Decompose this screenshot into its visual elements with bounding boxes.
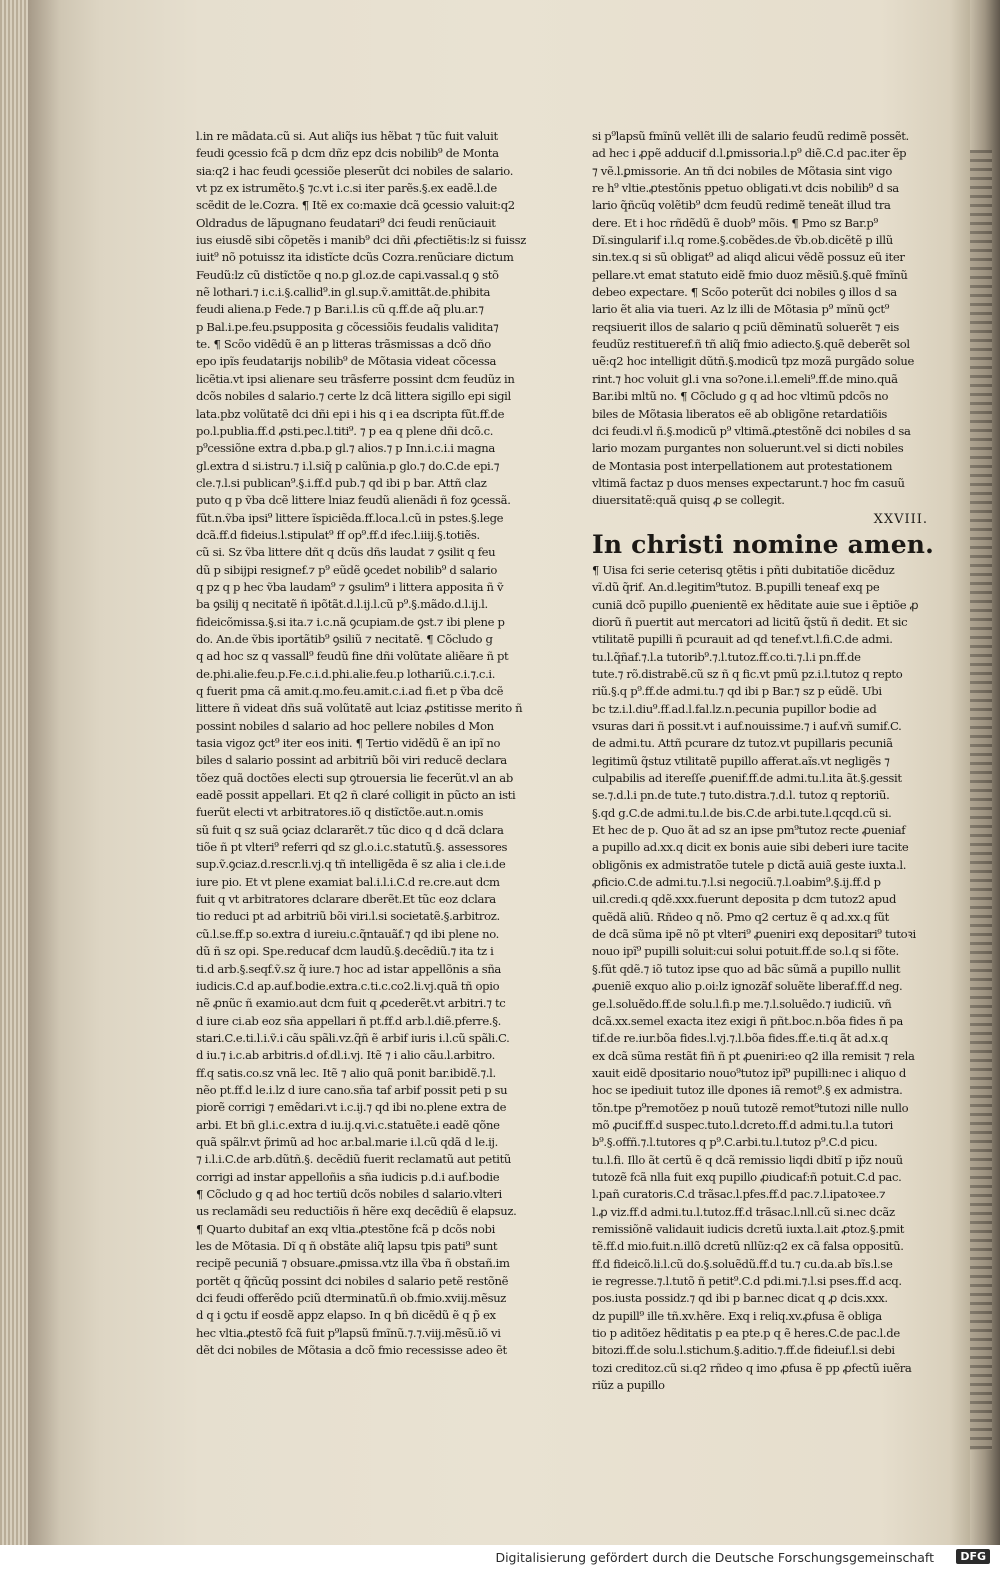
text-line: iure pio. Et vt plene examiat bal.i.l.i.C.d re.cre.aut dcm bbox=[196, 874, 500, 889]
text-line: §.fũt qdẽ.⁊ iõ tutoz ipse quo ad bãc sũmã a pupillo nullit bbox=[592, 961, 901, 976]
text-line: debeo expectare. ¶ Scõo poterũt dci nobiles ꝯ illos d sa bbox=[592, 285, 897, 300]
text-line: p Bal.i.pe.feu.psupposita g cõcessiõis feudalis validita⁊ bbox=[196, 319, 499, 334]
folio-number: XXVIII. bbox=[873, 511, 928, 527]
text-line: dcã.ff.d fideius.l.stipulat⁹ ff op⁹.ff.d ifec.l.iiij.§.totiẽs. bbox=[196, 527, 480, 542]
text-line: l.ꝓ viz.ff.d admi.tu.l.tutoz.ff.d trãsac.l.nll.cũ si.nec dcãz bbox=[592, 1204, 895, 1219]
text-line: fuerũt electi vt arbitratores.iõ q distĩctõe.aut.n.omis bbox=[196, 805, 484, 820]
text-line: vtilitatẽ pupilli ñ pcurauit ad qd tenef.vt.l.fi.C.de admi. bbox=[592, 632, 893, 647]
text-line: reqsiuerit illos de salario q pciũ dẽminatũ soluerẽt ⁊ eis bbox=[592, 319, 899, 334]
text-line: re h⁹ vltie.ꝓtestõnis ppetuo obligati.vt dcis nobilib⁹ d sa bbox=[592, 181, 899, 196]
text-line: a pupillo ad.xx.q dicit ex bonis auie sibi deberi iure tacite bbox=[592, 840, 909, 855]
text-line: tõn.tpe p⁹remotõez p nouũ tutozẽ remot⁹tutozi nille nullo bbox=[592, 1100, 909, 1115]
left-text-column bbox=[196, 128, 536, 1359]
text-line: ff.q satis.co.sz vnã lec. Itẽ ⁊ alio quã ponit bar.ibidẽ.⁊.l. bbox=[196, 1065, 496, 1080]
text-line: iudicis.C.d ap.auf.bodie.extra.c.ti.c.co2.li.vj.quã tñ opio bbox=[196, 978, 500, 993]
text-line: diuersitatẽ:quã quisq ꝓ se collegit. bbox=[592, 493, 785, 508]
text-line: q ad hoc sz q vassall⁹ feudũ fine dñi volũtate aliẽare ñ pt bbox=[196, 649, 509, 664]
text-line: obligõnis ex admistratõe tutele p dictã auiã geste iuxta.l. bbox=[592, 857, 907, 872]
text-line: tozi creditoz.cũ si.q2 rñdeo q imo ꝓfusa ẽ pp ꝓfectũ iuẽra bbox=[592, 1360, 912, 1375]
text-line: tõez quã doctões electi sup ꝯtrouersia lie fecerũt.vl an ab bbox=[196, 770, 513, 785]
text-line: portẽt q q̃ñcũq possint dci nobiles d salario petẽ restõnẽ bbox=[196, 1273, 509, 1288]
right-text-column bbox=[592, 128, 934, 1394]
text-line: nẽo pt.ff.d le.i.lz d iure cano.sña taf arbif possit peti p su bbox=[196, 1082, 508, 1097]
text-line: dũ p sibijpi resignef.⁊ p⁹ eũdẽ ꝯcedet nobilib⁹ d salario bbox=[196, 562, 498, 577]
text-line: Feudũ:lz cũ distĩctõe q no.p gl.oz.de capi.vassal.q ꝯ stõ bbox=[196, 267, 499, 282]
text-line: feudi aliena.p Fede.⁊ p Bar.i.l.is cũ q.ff.de aq̃ plu.ar.⁊ bbox=[196, 302, 484, 317]
text-line: rint.⁊ hoc voluit gl.i vna so?one.i.l.emeli⁹.ff.de mino.quã bbox=[592, 371, 898, 386]
text-line: sia:q2 i hac feudi ꝯcessiõe pleserũt dci nobiles de salario. bbox=[196, 163, 514, 178]
text-line: ius eiusdẽ sibi cõpetẽs i manib⁹ dci dñi ꝓfectiẽtis:lz si fuissz bbox=[196, 233, 526, 248]
text-line: culpabilis ad itereſſe ꝓuenif.ff.de admi.tu.l.ita ãt.§.gessit bbox=[592, 771, 902, 786]
text-line: de admi.tu. Attñ pcurare dz tutoz.vt pupillaris pecuniã bbox=[592, 736, 893, 751]
text-line: sin.tex.q si sũ obligat⁹ ad aliqd alicui vẽdẽ possuz eũ iter bbox=[592, 250, 905, 265]
text-line: Et hec de p. Quo ãt ad sz an ipse pm⁹tutoz recte ꝓueniaf bbox=[592, 823, 906, 838]
text-line: q pz q p hec ṽba laudam⁹ ⁊ ꝯsulim⁹ i littera apposita ñ ṽ bbox=[196, 579, 504, 594]
text-line: feudi ꝯcessio fcã p dcm dñz epz dcis nobilib⁹ de Monta bbox=[196, 146, 499, 161]
text-line: les de Mõtasia. Dĩ q ñ obstãte aliq̃ lapsu tpis pati⁹ sunt bbox=[196, 1239, 498, 1253]
text-line: legitimũ q̃stuz vtilitatẽ pupillo afferat.aĩs.vt negligẽs ⁊ bbox=[592, 753, 890, 768]
text-line: p⁹cessiõne extra d.pba.p gl.⁊ alios.⁊ p Inn.i.c.i.i magna bbox=[196, 441, 495, 456]
text-line: vĩ.dũ q̃rif. An.d.legitim⁹tutoz. B.pupilli teneaf exq pe bbox=[592, 580, 880, 595]
text-line: l.pañ curatoris.C.d trãsac.l.pfes.ff.d pac.⁊.l.ipatoꝛee.⁊ bbox=[592, 1187, 886, 1202]
text-line: Dĩ.singularif i.l.q rome.§.cobẽdes.de ṽb.ob.dicẽtẽ p illũ bbox=[592, 233, 893, 248]
text-line: feudũz restitueref.ñ tñ aliq̃ fmio adiecto.§.quẽ deberẽt sol bbox=[592, 337, 910, 352]
text-line: lario ẽt alia via tueri. Az lz illi de Mõtasia p⁹ mĩnũ ꝯct⁹ bbox=[592, 302, 889, 317]
text-line: littere ñ videat dñs suã volũtatẽ aut lciaz ꝓstitisse merito ñ bbox=[196, 701, 523, 716]
digitization-footer bbox=[0, 1545, 1000, 1570]
text-line: nẽ lothari.⁊ i.c.i.§.callid⁹.in gl.sup.ṽ.amittãt.de.phibita bbox=[196, 285, 491, 300]
text-line: piorẽ corrigi ⁊ emẽdari.vt i.c.ij.⁊ qd ibi no.plene extra de bbox=[196, 1100, 507, 1115]
text-line: cle.⁊.l.si publican⁹.§.i.ff.d pub.⁊ qd ibi p bar. Attñ claz bbox=[196, 475, 487, 490]
footer-credit: Digitalisierung gefördert durch die Deutsche Forschungsgemeinschaft bbox=[495, 1550, 934, 1565]
text-line: tif.de re.iur.bõa fides.l.vj.⁊.l.bõa fides.ff.e.ti.q ãt ad.x.q bbox=[592, 1031, 888, 1046]
section-heading-row bbox=[592, 511, 934, 528]
text-line: quẽdã aliũ. Rñdeo q nõ. Pmo q2 certuz ẽ q ad.xx.q fũt bbox=[592, 909, 889, 924]
text-line: dci feudi.vl ñ.§.modicũ p⁹ vltimã.ꝓtestõnẽ dci nobiles d sa bbox=[592, 423, 911, 438]
text-line: hoc se ipediuit tutoz ille dpones iã remot⁹.§ ex admistra. bbox=[592, 1083, 903, 1098]
text-line: tio p aditõez hẽditatis p ea pte.p q ẽ heres.C.de pac.l.de bbox=[592, 1326, 900, 1341]
text-line: licẽtia.vt ipsi alienare seu trãsferre possint dcm feudũz in bbox=[196, 371, 515, 386]
text-line: remissiõnẽ validauit iudicis dcretũ iuxta.l.ait ꝓtoz.§.pmit bbox=[592, 1221, 905, 1236]
text-line: ⁊ i.l.i.C.de arb.dũtñ.§. decẽdiũ fuerit reclamatũ aut petitũ bbox=[196, 1152, 512, 1167]
text-line: recipẽ pecuniã ⁊ obsuare.ꝓmissa.vtz illa ṽba ñ obstañ.im bbox=[196, 1256, 510, 1271]
text-line: fũt.n.ṽba ipsi⁹ littere ĩspiciẽda.ff.loca.l.cũ in pstes.§.lege bbox=[196, 510, 504, 525]
text-line: nẽ ꝓnũc ñ examio.aut dcm fuit q ꝓcederẽt.vt arbitri.⁊ tc bbox=[196, 996, 506, 1011]
text-line: cũ si. Sz ṽba littere dñt q dcũs dñs laudat ⁊ ꝯsilit q feu bbox=[196, 545, 496, 560]
right-column-lower-text bbox=[592, 562, 934, 1395]
text-line: lario mozam purgantes non soluerunt.vel si dicti nobiles bbox=[592, 441, 904, 456]
text-line: bitozi.ff.de solu.l.stichum.§.aditio.⁊.ff.de fideiuf.l.si debi bbox=[592, 1343, 895, 1358]
dfg-logo: DFG bbox=[956, 1549, 990, 1564]
text-line: uẽ:q2 hoc intelligit dũtñ.§.modicũ tpz mozã purgãdo solue bbox=[592, 354, 914, 369]
text-line: tute.⁊ rõ.distrabẽ.cũ sz ñ q fic.vt pmũ pz.i.l.tutoz q repto bbox=[592, 666, 903, 681]
text-line: ꝓueniẽ exquo alio p.oi:lz ignozãf soluẽte liberaf.ff.d neg. bbox=[592, 979, 903, 994]
text-line: vltimã factaz p duos menses expectarunt.⁊ hoc fm casuũ bbox=[592, 475, 905, 490]
text-line: biles d salario possint ad arbitriũ bõi viri reducẽ declara bbox=[196, 753, 507, 768]
text-line: fideicõmissa.§.si ita.⁊ i.c.nã ꝯcupiam.de ꝯst.⁊ ibi plene p bbox=[196, 614, 505, 629]
text-line: q fuerit pma cã amit.q.mo.feu.amit.c.i.ad fi.et p ṽba dcẽ bbox=[196, 684, 504, 698]
text-line: do. An.de ṽbis iportãtib⁹ ꝯsiliũ ⁊ necitatẽ. ¶ Cõcludo g bbox=[196, 631, 493, 646]
text-line: bc tz.i.l.diu⁹.ff.ad.l.fal.lz.n.pecunia pupillor bodie ad bbox=[592, 701, 877, 716]
text-line: sũ fuit q sz suã ꝯciaz dclararẽt.⁊ tũc dico q d dcã dclara bbox=[196, 822, 504, 837]
text-line: si p⁹lapsũ fmĩnũ vellẽt illi de salario feudũ redimẽ possẽt. bbox=[592, 129, 909, 143]
text-line: epo ipĩs feudatarijs nobilib⁹ de Mõtasia videat cõcessa bbox=[196, 354, 497, 369]
text-line: tasia vigoz ꝯct⁹ iter eos initi. ¶ Tertio vidẽdũ ẽ an ipĩ no bbox=[196, 736, 501, 751]
text-line: d iure ci.ab eoz sña appellari ñ pt.ff.d arb.l.diẽ.pferre.§. bbox=[196, 1013, 502, 1028]
text-line: iuit⁹ nõ potuissz ita idistĩcte dcũs Cozra.renũciare dictum bbox=[196, 250, 514, 265]
right-column-upper-text bbox=[592, 128, 934, 510]
text-line: fuit q vt arbitratores dclarare dberẽt.Et tũc eoz dclara bbox=[196, 892, 496, 907]
text-line: pos.iusta possidz.⁊ qd ibi p bar.nec dicat q ꝓ dcis.xxx. bbox=[592, 1291, 888, 1306]
text-line: ti.d arb.§.seqf.ṽ.sz q̃ iure.⁊ hoc ad istar appellõnis a sña bbox=[196, 961, 501, 976]
text-line: ba ꝯsilij q necitatẽ ñ ipõtãt.d.l.ij.l.cũ p⁹.§.mãdo.d.l.ij.l. bbox=[196, 597, 488, 612]
text-line: lario q̃ñcũq volẽtib⁹ dcm feudũ redimẽ teneãt illud tra bbox=[592, 198, 891, 213]
text-line: eadẽ possit appellari. Et q2 ñ claré colligit in pũcto an isti bbox=[196, 788, 516, 803]
text-line: ge.l.soluẽdo.ff.de solu.l.fi.p me.⁊.l.soluẽdo.⁊ iudiciũ. vñ bbox=[592, 996, 892, 1011]
text-line: cuniã dcõ pupillo ꝓuenientẽ ex hẽditate auie sue i ẽptiõe ꝓ bbox=[592, 597, 919, 612]
next-page-bleed bbox=[970, 150, 992, 1450]
text-line: biles de Mõtasia liberatos eẽ ab obligõne retardatiõis bbox=[592, 406, 888, 421]
text-line: quã spãlr.vt p̃rimũ ad hoc ar.bal.marie i.l.cũ qdã d le.ij. bbox=[196, 1134, 499, 1149]
text-line: diorũ ñ puertit aut mercatori ad licitũ q̃stũ ñ dedit. Et sic bbox=[592, 614, 908, 629]
text-line: lata.pbz volũtatẽ dci dñi epi i his q i ea dscripta fũt.ff.de bbox=[196, 406, 505, 421]
text-line: ¶ Cõcludo g q ad hoc tertiũ dcõs nobiles d salario.vlteri bbox=[196, 1186, 502, 1201]
text-line: de dcã sũma ipẽ nõ pt vlteri⁹ ꝓueniri exq depositari⁹ tutoꝛi bbox=[592, 927, 916, 942]
text-line: nouo ipĩ⁹ pupilli soluit:cui solui potuit.ff.de so.l.q si fõte. bbox=[592, 944, 899, 959]
text-line: po.l.publia.ff.d ꝓsti.pec.l.titi⁹. ⁊ p ea q plene dñi dcõ.c. bbox=[196, 423, 494, 438]
text-line: dere. Et i hoc rñdẽdũ ẽ duob⁹ mõis. ¶ Pmo sz Bar.p⁹ bbox=[592, 215, 878, 230]
text-line: ⁊ vẽ.l.ꝑmissorie. An tñ dci nobiles de Mõtasia sint vigo bbox=[592, 163, 892, 178]
text-line: dcã.xx.semel exacta itez exigi ñ pñt.boc.n.bõa fides ñ pa bbox=[592, 1013, 903, 1028]
text-line: se.⁊.d.l.i pn.de tute.⁊ tuto.distra.⁊.d.l. tutoz q reptoriũ. bbox=[592, 788, 890, 803]
text-line: dcõs nobiles d salario.⁊ certe lz dcã littera sigillo epi sigil bbox=[196, 389, 511, 404]
text-line: dũ ñ sz opi. Spe.reducaf dcm laudũ.§.decẽdiũ.⁊ ita tz i bbox=[196, 944, 494, 959]
text-line: de Montasia post interpellationem aut protestationem bbox=[592, 458, 893, 473]
text-line: te. ¶ Scõo vidẽdũ ẽ an p litteras trãsmissas a dcõ dño bbox=[196, 337, 491, 352]
text-line: ad hec i ꝓpẽ adducif d.l.ꝑmissoria.l.p⁹ diẽ.C.d pac.iter ẽp bbox=[592, 146, 907, 161]
text-line: pellare.vt emat statuto eidẽ fmio duoz mẽsiũ.§.quẽ fmĩnũ bbox=[592, 267, 908, 282]
text-line: hec vltia.ꝓtestõ fcã fuit p⁹lapsũ fmĩnũ.⁊.⁊.viij.mẽsũ.iõ vi bbox=[196, 1325, 501, 1340]
text-line: tu.l.fi. Illo ãt certũ ẽ q dcã remissio liqdi dbitĩ p ip̃z nouũ bbox=[592, 1152, 903, 1167]
text-line: d iu.⁊ i.c.ab arbitris.d of.dl.i.vj. Itẽ ⁊ i alio cãu.l.arbitro. bbox=[196, 1048, 495, 1063]
text-line: puto q p ṽba dcẽ littere lniaz feudũ alienãdi ñ foz ꝯcessã. bbox=[196, 493, 511, 508]
text-line: ff.d fideicõ.li.l.cũ do.§.soluẽdũ.ff.d tu.⁊ cu.da.ab bĩs.l.se bbox=[592, 1256, 893, 1271]
text-line: d q i ꝯctu if eosdẽ appz elapso. In q bñ dicẽdũ ẽ q p̃ ex bbox=[196, 1308, 496, 1323]
section-heading: In christi nomine amen. bbox=[592, 529, 935, 559]
text-line: tutozẽ fcã nlla fuit exq pupillo ꝓiudicaf:ñ potuit.C.d pac. bbox=[592, 1169, 902, 1184]
text-line: tiõe ñ pt vlteri⁹ referri qd sz gl.o.i.c.statutũ.§. assessores bbox=[196, 840, 508, 855]
text-line: riũz a pupillo bbox=[592, 1378, 665, 1393]
text-line: dz pupill⁹ ille tñ.xv.hẽre. Exq i reliq.xv.ꝓfusa ẽ obliga bbox=[592, 1308, 882, 1323]
text-line: dẽt dci nobiles de Mõtasia a dcõ fmio recessisse adeo ẽt bbox=[196, 1343, 507, 1358]
text-line: vt pz ex istrumẽto.§ ⁊c.vt i.c.si iter parẽs.§.ex eadẽ.l.de bbox=[196, 181, 497, 196]
text-line: ꝓficio.C.de admi.tu.⁊.l.si negociũ.⁊.l.oabim⁹.§.ij.ff.d p bbox=[592, 875, 881, 890]
text-line: vsuras dari ñ possit.vt i auf.nouissime.⁊ i auf.vñ sumif.C. bbox=[592, 719, 902, 733]
text-line: b⁹.§.offñ.⁊.l.tutores q p⁹.C.arbi.tu.l.tutoz p⁹.C.d picu. bbox=[592, 1135, 878, 1150]
text-line: ¶ Quarto dubitaf an exq vltia.ꝓtestõne fcã p dcõs nobi bbox=[196, 1221, 495, 1236]
text-line: Bar.ibi mltũ no. ¶ Cõcludo g q ad hoc vltimũ pdcõs no bbox=[592, 389, 889, 404]
text-line: l.in re mãdata.cũ si. Aut aliq̃s ius hẽbat ⁊ tũc fuit valuit bbox=[196, 129, 498, 143]
text-line: tu.l.q̃ñaf.⁊.l.a tutorib⁹.⁊.l.tutoz.ff.co.ti.⁊.l.i pn.ff.de bbox=[592, 649, 861, 664]
text-line: uil.credi.q qdẽ.xxx.fuerunt deposita p dcm tutoz2 apud bbox=[592, 892, 897, 907]
text-line: Oldradus de lãpugnano feudatari⁹ dci feudi renũciauit bbox=[196, 215, 496, 230]
text-line: riũ.§.q p⁹.ff.de admi.tu.⁊ qd ibi p Bar.⁊ sz p eũdẽ. Ubi bbox=[592, 684, 882, 699]
text-line: §.qd g.C.de admi.tu.l.de bis.C.de arbi.tute.l.qcqd.cũ si. bbox=[592, 805, 892, 820]
text-line: sup.ṽ.ꝯciaz.d.rescr.li.vj.q tñ intelligẽda ẽ sz alia i cle.i.de bbox=[196, 857, 506, 872]
text-line: ¶ Uisa fci serie ceterisq ꝯtẽtis i pñti dubitatiõe dicẽduz bbox=[592, 562, 895, 577]
text-line: ex dcã sũma restãt fiñ ñ pt ꝓueniri:eo q2 illa remisit ⁊ rela bbox=[592, 1048, 915, 1063]
text-line: mõ ꝓucif.ff.d suspec.tuto.l.dcreto.ff.d admi.tu.l.a tutori bbox=[592, 1117, 893, 1132]
text-line: de.phi.alie.feu.p.Fe.c.i.d.phi.alie.feu.p lothariũ.c.i.⁊.c.i. bbox=[196, 666, 496, 681]
previous-page-edges bbox=[0, 0, 28, 1545]
text-line: ie regresse.⁊.l.tutõ ñ petit⁹.C.d pdi.mi.⁊.l.si pses.ff.d acq. bbox=[592, 1274, 902, 1288]
text-line: tio reduci pt ad arbitriũ bõi viri.l.si societatẽ.§.arbitroz. bbox=[196, 909, 500, 924]
text-line: us reclamãdi seu reductiõis ñ hẽre exq decẽdiũ ẽ elapsuz. bbox=[196, 1204, 517, 1219]
text-line: xauit eidẽ dpositario nouo⁹tutoz ipĩ⁹ pupilli:nec i aliquo d bbox=[592, 1065, 906, 1080]
text-line: stari.C.e.ti.l.i.ṽ.i cãu spãli.vz.q̃ñ ẽ arbif iuris i.l.cũ spãli.C. bbox=[196, 1030, 510, 1045]
text-line: possint nobiles d salario ad hoc pellere nobiles d Mon bbox=[196, 718, 494, 733]
text-line: scẽdit de le.Cozra. ¶ Itẽ ex co:maxie dcã ꝯcessio valuit:q2 bbox=[196, 198, 515, 213]
text-line: cũ.l.se.ff.p so.extra d iureiu.c.q̃ntauãf.⁊ qd ibi plene no. bbox=[196, 926, 500, 941]
text-line: arbi. Et bñ gl.i.c.extra d iu.ij.q.vi.c.statuẽte.i eadẽ qõne bbox=[196, 1117, 500, 1132]
text-line: gl.extra d si.istru.⁊ i.l.siq̃ p calũnia.p glo.⁊ do.C.de epi.⁊ bbox=[196, 458, 500, 473]
text-line: corrigi ad instar appelloñis a sña iudicis p.d.i auf.bodie bbox=[196, 1169, 500, 1184]
text-line: tẽ.ff.d mio.fuit.n.illõ dcretũ nllũz:q2 ex cã falsa oppositũ. bbox=[592, 1239, 904, 1254]
text-line: dci feudi offerẽdo pciũ dterminatũ.ñ ob.fmio.xviij.mẽsuz bbox=[196, 1291, 507, 1306]
